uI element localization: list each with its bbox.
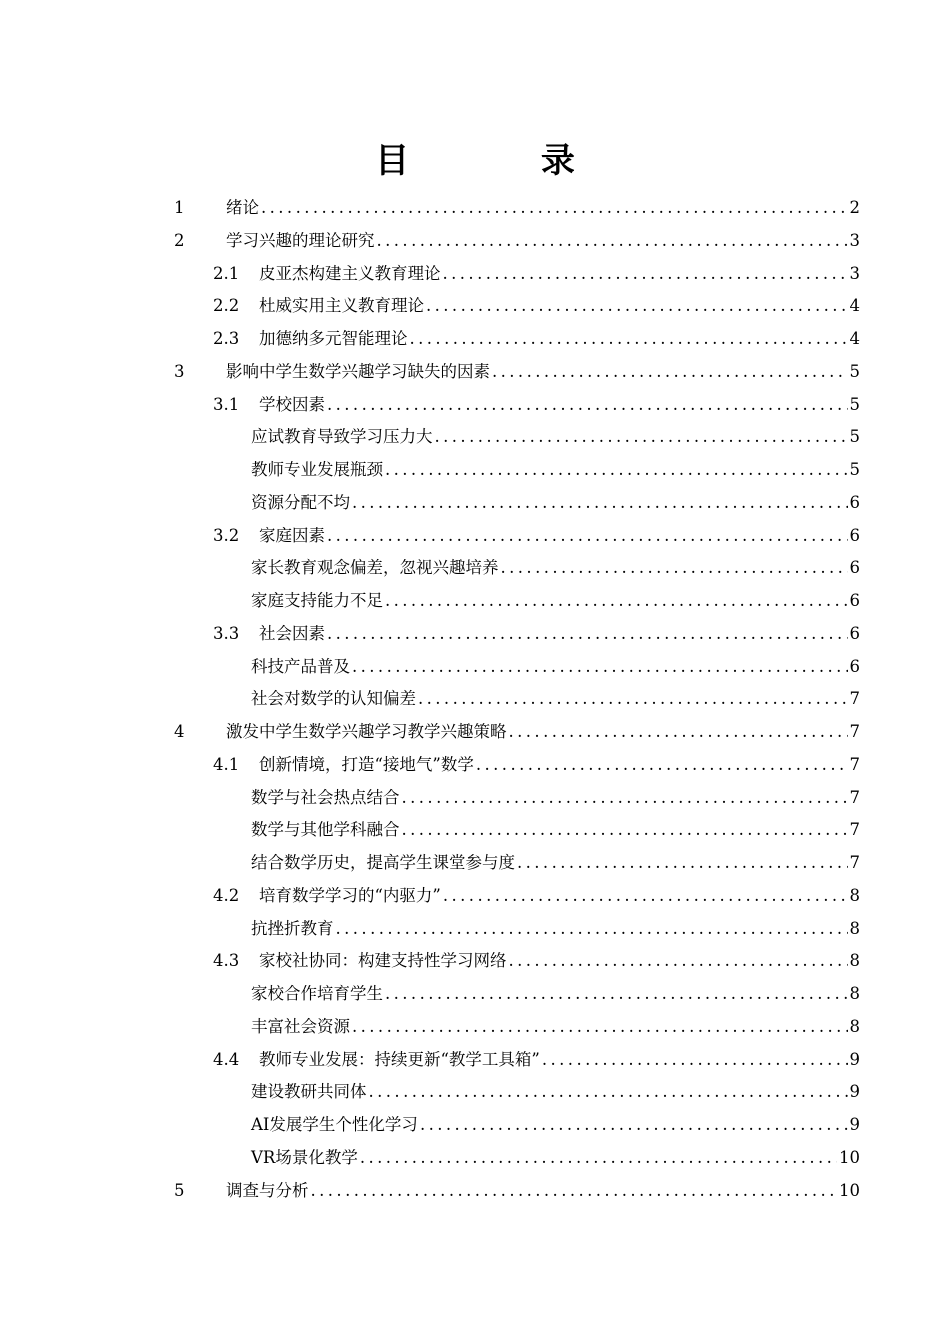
- toc-entry[interactable]: [213, 322, 860, 355]
- toc-entry-page-number: 9: [849, 1049, 860, 1069]
- toc-leader-dots: [327, 388, 848, 421]
- toc-entry[interactable]: [251, 551, 860, 584]
- toc-entry[interactable]: [251, 977, 860, 1010]
- toc-leader-dots: [385, 584, 848, 617]
- toc-leader-dots: [261, 191, 848, 224]
- toc-entry-page-number: 4: [849, 296, 860, 316]
- toc-entry[interactable]: [174, 355, 860, 388]
- toc-entry-page-number: 5: [849, 427, 860, 447]
- toc-entry-page-number: 2: [849, 198, 860, 217]
- toc-entry-page-number: 5: [849, 394, 860, 414]
- toc-entry[interactable]: [251, 420, 860, 453]
- toc-leader-dots: [418, 682, 848, 715]
- toc-entry-page-number: 6: [849, 656, 860, 676]
- toc-leader-dots: [402, 781, 848, 814]
- toc-entry[interactable]: [213, 1043, 860, 1076]
- toc-entry-number: 1: [174, 198, 185, 217]
- toc-entry-number: 3: [174, 361, 185, 381]
- toc-entry-title: 家校社协同：构建支持性学习网络: [259, 951, 507, 971]
- toc-entry-title: 教师专业发展瓶颈: [251, 460, 383, 479]
- toc-entry-page-number: 6: [849, 492, 860, 512]
- toc-entry-title: 调查与分析: [226, 1180, 309, 1200]
- toc-entry-page-number: 10: [839, 1147, 860, 1167]
- toc-entry-number: 4.1: [213, 754, 240, 774]
- toc-entry-title: 创新情境，打造“接地气”数学: [259, 754, 474, 774]
- toc-leader-dots: [517, 846, 848, 879]
- toc-entry[interactable]: [251, 846, 860, 879]
- toc-entry-page-number: 4: [849, 329, 860, 348]
- toc-entry-number: 4.3: [213, 951, 240, 971]
- toc-leader-dots: [410, 322, 848, 355]
- toc-entry-page-number: 8: [849, 951, 860, 971]
- toc-leader-dots: [509, 944, 848, 977]
- toc-entry[interactable]: [251, 1010, 860, 1043]
- toc-leader-dots: [426, 289, 848, 322]
- toc-leader-dots: [311, 1174, 838, 1207]
- toc-entry-page-number: 3: [849, 230, 860, 250]
- toc-entry-page-number: 7: [849, 754, 860, 774]
- toc-leader-dots: [435, 420, 848, 453]
- toc-title: 目 录: [375, 141, 635, 181]
- toc-entry-title: 杜威实用主义教育理论: [259, 296, 424, 316]
- toc-entry-number: 4: [174, 722, 185, 741]
- toc-leader-dots: [360, 1141, 837, 1174]
- toc-entry-number: 4.4: [213, 1049, 240, 1069]
- toc-entry-page-number: 6: [849, 558, 860, 578]
- toc-entry-page-number: 6: [849, 525, 860, 545]
- toc-entry-title: 科技产品普及: [251, 656, 350, 676]
- toc-entry[interactable]: [213, 617, 860, 650]
- toc-entry-title: 教师专业发展：持续更新“教学工具箱”: [259, 1049, 540, 1069]
- toc-entry-page-number: 8: [849, 885, 860, 905]
- toc-entry-number: 3.2: [213, 525, 240, 545]
- toc-leader-dots: [501, 551, 848, 584]
- toc-entry-title: 建设教研共同体: [251, 1082, 367, 1102]
- toc-entry[interactable]: [251, 912, 860, 945]
- toc-entry[interactable]: [174, 224, 860, 257]
- toc-entry[interactable]: [213, 289, 860, 322]
- toc-leader-dots: [443, 879, 848, 912]
- toc-leader-dots: [492, 355, 848, 388]
- toc-entry[interactable]: [174, 191, 860, 224]
- toc-entry-page-number: 8: [849, 984, 860, 1003]
- toc-entry[interactable]: [251, 1108, 860, 1141]
- toc-entry-page-number: 7: [849, 820, 860, 840]
- toc-entry-title: 社会因素: [259, 623, 325, 643]
- toc-entry[interactable]: [251, 781, 860, 814]
- toc-entry-title: VR场景化教学: [251, 1147, 358, 1167]
- toc-entry-page-number: 3: [849, 263, 860, 283]
- toc-entry-page-number: 8: [849, 1016, 860, 1036]
- toc-entry-title: 应试教育导致学习压力大: [251, 427, 433, 447]
- toc-entry[interactable]: [251, 650, 860, 683]
- toc-entry-title: 数学与其他学科融合: [251, 820, 400, 840]
- toc-entry-number: 3.1: [213, 394, 240, 414]
- toc-leader-dots: [352, 486, 848, 519]
- toc-entry-number: 2.3: [213, 329, 240, 348]
- toc-entry-title: 学校因素: [259, 394, 325, 414]
- toc-leader-dots: [402, 813, 848, 846]
- toc-entry-page-number: 7: [849, 689, 860, 709]
- toc-entry-title: 资源分配不均: [251, 492, 350, 512]
- toc-entry-title: 影响中学生数学兴趣学习缺失的因素: [226, 361, 490, 381]
- toc-entry-title: 加德纳多元智能理论: [259, 329, 408, 348]
- toc-entry-page-number: 5: [849, 361, 860, 381]
- toc-leader-dots: [352, 650, 848, 683]
- toc-entry-number: 2.1: [213, 263, 240, 283]
- toc-entry[interactable]: [213, 388, 860, 421]
- toc-entry-title: 社会对数学的认知偏差: [251, 689, 416, 709]
- toc-entry[interactable]: [174, 715, 860, 748]
- toc-entry-title: AI发展学生个性化学习: [251, 1115, 418, 1134]
- toc-leader-dots: [385, 453, 848, 486]
- toc-leader-dots: [327, 617, 848, 650]
- toc-entry-number: 2.2: [213, 296, 240, 316]
- toc-entry-page-number: 8: [849, 918, 860, 938]
- toc-entry-title: 家校合作培育学生: [251, 984, 383, 1003]
- toc-entry-title: 家长教育观念偏差，忽视兴趣培养: [251, 558, 499, 578]
- toc-entry[interactable]: [251, 813, 860, 846]
- toc-leader-dots: [509, 715, 848, 748]
- toc-entry-page-number: 7: [849, 722, 860, 741]
- toc-entry[interactable]: [251, 1141, 860, 1174]
- toc-entry-page-number: 7: [849, 853, 860, 872]
- toc-leader-dots: [352, 1010, 848, 1043]
- toc-entry-title: 丰富社会资源: [251, 1016, 350, 1036]
- toc-entry-title: 结合数学历史，提高学生课堂参与度: [251, 853, 515, 872]
- toc-entry[interactable]: [251, 1075, 860, 1108]
- toc-entry-title: 皮亚杰构建主义教育理论: [259, 263, 441, 283]
- toc-entry[interactable]: [213, 257, 860, 290]
- toc-entry-number: 4.2: [213, 885, 240, 905]
- toc-entry-title: 激发中学生数学兴趣学习教学兴趣策略: [226, 722, 507, 741]
- toc-leader-dots: [327, 519, 848, 552]
- toc-entry-page-number: 6: [849, 591, 860, 610]
- toc-entry[interactable]: [213, 879, 860, 912]
- toc-entry-page-number: 10: [839, 1180, 860, 1200]
- toc-entry-page-number: 9: [849, 1115, 860, 1134]
- toc-leader-dots: [420, 1108, 848, 1141]
- toc-entry[interactable]: [213, 519, 860, 552]
- toc-entry-number: 3.3: [213, 623, 240, 643]
- toc-entry[interactable]: [213, 748, 860, 781]
- toc-leader-dots: [542, 1043, 848, 1076]
- toc-entry-page-number: 9: [849, 1082, 860, 1102]
- toc-entry[interactable]: [251, 486, 860, 519]
- toc-entry-title: 家庭支持能力不足: [251, 591, 383, 610]
- toc-entry-title: 培育数学学习的“内驱力”: [259, 885, 441, 905]
- toc-leader-dots: [476, 748, 848, 781]
- toc-entry[interactable]: [251, 453, 860, 486]
- toc-leader-dots: [336, 912, 848, 945]
- toc-entry[interactable]: [174, 1174, 860, 1207]
- toc-entry[interactable]: [213, 944, 860, 977]
- toc-leader-dots: [443, 257, 848, 290]
- toc-entry-title: 抗挫折教育: [251, 918, 334, 938]
- toc-entry-page-number: 6: [849, 623, 860, 643]
- toc-leader-dots: [385, 977, 848, 1010]
- toc-entry[interactable]: [251, 682, 860, 715]
- toc-entry-title: 数学与社会热点结合: [251, 787, 400, 807]
- toc-entry-title: 家庭因素: [259, 525, 325, 545]
- toc-leader-dots: [377, 224, 848, 257]
- toc-entry-page-number: 7: [849, 787, 860, 807]
- toc-entry[interactable]: [251, 584, 860, 617]
- toc-entry-number: 2: [174, 230, 185, 250]
- toc-entry-title: 学习兴趣的理论研究: [226, 230, 375, 250]
- toc-entry-title: 绪论: [226, 198, 259, 217]
- toc-entry-number: 5: [174, 1180, 185, 1200]
- toc-entry-page-number: 5: [849, 460, 860, 479]
- toc-leader-dots: [369, 1075, 848, 1108]
